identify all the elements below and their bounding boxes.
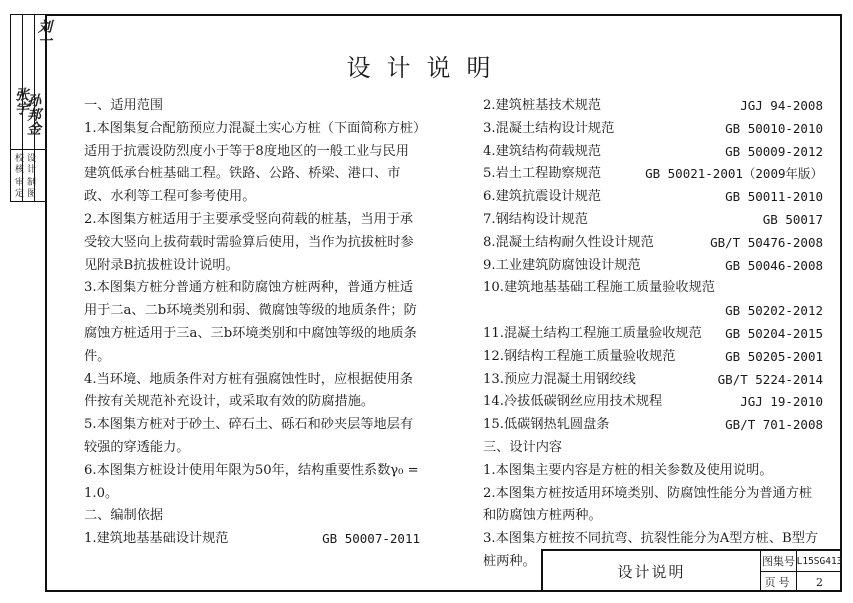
list-item: 3.本图集方桩分普通方桩和防腐蚀方桩两种，普通方桩适用于二a、二b环境类别和弱、微腐蚀等级的地质条件；防腐蚀方桩适用于三a、三b环境类别和中腐蚀等级的地质条件。 <box>84 280 417 364</box>
reference-code: GB 50202-2012 <box>725 303 823 319</box>
reference-code: GB 50021-2001（2009年版） <box>645 166 823 182</box>
reference-name: 11.混凝土结构工程施工质量验收规范 <box>483 325 702 341</box>
reference-name: 2.建筑桩基技术规范 <box>483 98 602 113</box>
section-heading: 三、设计内容 <box>483 439 563 455</box>
reference-name: 8.混凝土结构耐久性设计规范 <box>483 234 654 250</box>
reference-name: 1.建筑地基基础设计规范 <box>84 531 229 547</box>
reference-code: GB 50205-2001 <box>725 348 823 364</box>
list-item: 1.本图集主要内容是方桩的相关参数及使用说明。 <box>483 462 773 478</box>
reference-code: GB 50011-2010 <box>725 189 823 205</box>
reference-code: GB/T 701-2008 <box>725 417 823 433</box>
list-item: 2.本图集方桩适用于主要承受竖向荷载的桩基，当用于承受较大竖向上拔荷载时需验算后使用，当作为抗拔桩时参见附录B抗拔桩设计说明。 <box>84 211 414 273</box>
list-item: 6.本图集方桩设计使用年限为50年，结构重要性系数γ₀ = 1.0。 <box>84 462 419 501</box>
side-strip <box>10 14 52 592</box>
reference-row <box>84 528 420 551</box>
reference-row <box>483 277 823 300</box>
reference-row <box>483 323 823 346</box>
reference-name: 15.低碳钢热轧圆盘条 <box>483 417 610 433</box>
reference-code: JGJ 94-2008 <box>740 98 823 113</box>
page-number-label: 页号 <box>761 572 797 592</box>
reference-name: 3.混凝土结构设计规范 <box>483 120 615 136</box>
reference-row <box>483 141 823 164</box>
reference-name: 5.岩土工程勘察规范 <box>483 166 602 182</box>
reference-name: 9.工业建筑防腐蚀设计规范 <box>483 257 641 273</box>
right-column <box>483 95 823 574</box>
reference-code: GB 50009-2012 <box>725 143 823 159</box>
reference-code: JGJ 19-2010 <box>740 394 823 410</box>
list-item: 1.本图集复合配筋预应力混凝土实心方桩（下面简称方桩）适用于抗震设防烈度小于等于8度地区的一般工业与民用建筑低承台桩基础工程。铁路、公路、桥梁、港口、市政、水利等工程可参考使用。 <box>84 120 420 205</box>
reference-code: GB 50204-2015 <box>725 325 823 341</box>
reference-name: 10.建筑地基基础工程施工质量验收规范 <box>483 280 715 296</box>
list-item: 3.本图集方桩按不同抗弯、抗裂性能分为A型方桩、B型方桩两种。 <box>483 531 819 569</box>
title-block <box>541 549 842 592</box>
reference-name: 12.钢结构工程施工质量验收规范 <box>483 348 676 364</box>
atlas-number-label: 图集号 <box>761 551 797 572</box>
reference-name: 13.预应力混凝土用钢绞线 <box>483 371 636 387</box>
title-block-name: 设计说明 <box>543 551 761 592</box>
signature-2: 孙邦金 <box>25 93 41 135</box>
section-heading: 二、编制依据 <box>84 508 164 524</box>
reference-row <box>483 209 823 232</box>
reference-row <box>483 391 823 414</box>
reference-row <box>483 95 823 118</box>
reference-name: 6.建筑抗震设计规范 <box>483 189 602 205</box>
reference-code: GB 50010-2010 <box>725 120 823 136</box>
reference-name: 7.钢结构设计规范 <box>483 211 588 227</box>
signature-3: 刘一 <box>36 19 52 47</box>
left-column <box>84 95 420 551</box>
reference-row <box>483 232 823 255</box>
atlas-number-value: L15SG413 <box>797 551 842 572</box>
side-label-review: 校核 <box>13 153 23 175</box>
reference-name: 14.冷拔低碳钢丝应用技术规程 <box>483 394 663 410</box>
list-item: 5.本图集方桩对于砂土、碎石土、砾石和砂夹层等地层有较强的穿透能力。 <box>84 417 414 455</box>
reference-row <box>483 118 823 141</box>
reference-code: GB 50007-2011 <box>322 531 420 547</box>
side-label-drawing: 制图 <box>25 177 35 199</box>
reference-name: 4.建筑结构荷载规范 <box>483 143 602 159</box>
reference-row <box>483 414 823 437</box>
page-title: 设计说明 <box>346 54 507 82</box>
reference-row <box>483 163 823 186</box>
reference-code: GB/T 5224-2014 <box>717 371 823 387</box>
section-heading: 一、适用范围 <box>84 98 164 113</box>
reference-code: GB 50046-2008 <box>725 257 823 273</box>
reference-row <box>483 369 823 392</box>
reference-code: GB 50017 <box>762 211 823 227</box>
side-label-design: 设计 <box>25 153 35 175</box>
reference-code: GB/T 50476-2008 <box>710 234 823 250</box>
signature-1: 张宇 <box>13 87 29 115</box>
list-item: 4.当环境、地质条件对方桩有强腐蚀性时，应根据使用条件按有关规范补充设计，或采取有效的防腐措施。 <box>84 371 414 410</box>
reference-row <box>483 255 823 278</box>
reference-row <box>483 300 823 323</box>
approval-grid <box>10 14 52 202</box>
reference-row <box>483 346 823 369</box>
reference-row <box>483 186 823 209</box>
side-label-approve: 审定 <box>13 177 23 199</box>
page-number-value: 2 <box>816 575 823 589</box>
list-item: 2.本图集方桩按适用环境类别、防腐蚀性能分为普通方桩和防腐蚀方桩两种。 <box>483 485 813 524</box>
